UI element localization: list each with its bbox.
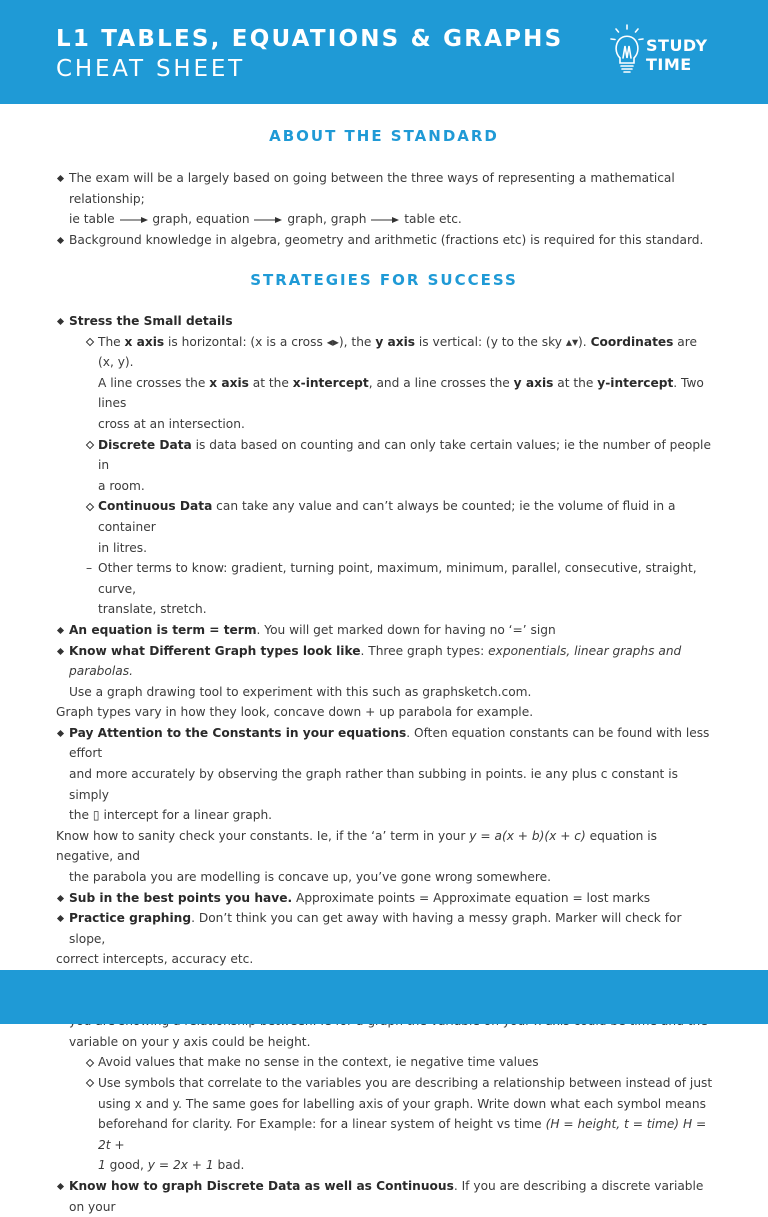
about-bullet-1-table: ie table	[69, 212, 115, 227]
about-section	[56, 168, 716, 250]
text: Approximate points = Approximate equation = lost marks	[292, 890, 651, 905]
strategies-section	[56, 311, 716, 1217]
list-item	[56, 908, 716, 949]
about-bullet-1-text: The exam will be a largely based on going between the three ways of representing a mathematical relationship;	[69, 171, 675, 206]
text: in litres.	[98, 540, 147, 555]
about-bullet-1-graph: graph, equation	[152, 212, 250, 227]
text: x axis	[124, 334, 165, 349]
logo-text-time: TIME	[646, 55, 692, 74]
list-item	[86, 496, 716, 558]
text: can take any value and can’t always be counted; ie the volume of fluid in a container	[98, 499, 676, 534]
text: y = 2x + 1	[147, 1158, 214, 1173]
list-item	[86, 435, 716, 497]
text: Coordinates	[590, 334, 674, 349]
list-item	[56, 620, 716, 641]
list-item	[84, 558, 716, 620]
text: y = a(x + b)(x + c)	[469, 828, 586, 843]
text: Know what Different Graph types look like	[69, 643, 361, 658]
list-item	[56, 723, 716, 826]
text: and more accurately by observing the graph rather than subbing in points. ie any plus c constant is simply	[69, 767, 678, 802]
text: bad.	[213, 1158, 245, 1173]
list-item	[86, 1073, 716, 1176]
text: is data based on counting and can only take certain values; ie the number of people in	[98, 437, 711, 473]
text: are (x, y).	[98, 334, 698, 370]
text: the ▯ intercept for a linear graph.	[69, 808, 273, 823]
right-arrow-icon	[253, 216, 283, 224]
list-item	[56, 867, 716, 888]
text: translate, stretch.	[98, 602, 207, 617]
footer-banner	[0, 970, 768, 1024]
about-section-title: ABOUT THE STANDARD	[269, 127, 499, 145]
text: y axis	[375, 334, 416, 349]
right-arrow-icon	[119, 216, 149, 224]
list-item	[56, 949, 716, 970]
text: An equation is term = term	[69, 622, 257, 637]
text: the parabola you are modelling is concave up, you’ve gone wrong somewhere.	[69, 870, 551, 885]
text: A line crosses the	[98, 375, 210, 390]
text: is vertical: (y to the sky ▴▾).	[415, 334, 591, 349]
about-bullet-2-text: Background knowledge in algebra, geometry and arithmetic (fractions etc) is required for this standard.	[69, 232, 704, 247]
list-item	[56, 230, 716, 251]
header-banner	[0, 0, 768, 104]
text: y-intercept	[597, 375, 674, 390]
text: Use a graph drawing tool to experiment with this such as graphsketch.com.	[69, 684, 532, 699]
text: . You will get marked down for having no ‘=’ sign	[256, 622, 556, 637]
text: . Two lines	[98, 375, 704, 411]
text: cross at an intersection.	[98, 416, 245, 431]
about-bullet-1-graph2: graph, graph	[287, 212, 367, 227]
text: is horizontal: (x is a cross ◂▸), the	[164, 334, 376, 349]
text: . Three graph types:	[360, 643, 489, 658]
text: , and a line crosses the	[368, 375, 514, 390]
list-item	[56, 826, 716, 867]
text: y axis	[513, 375, 554, 390]
list-item	[56, 888, 716, 909]
study-time-logo	[610, 24, 720, 76]
text: beforehand for clarity. For Example: for a linear system of height vs time	[98, 1117, 546, 1132]
text: Sub in the best points you have.	[69, 890, 293, 905]
logo-text-study: STUDY	[646, 36, 708, 55]
list-item	[56, 1176, 716, 1217]
page-subtitle: CHEAT SHEET	[56, 56, 246, 82]
text: correct intercepts, accuracy etc.	[56, 952, 254, 967]
text: . If you are describing a discrete variable on your	[69, 1178, 704, 1214]
text: at the	[553, 375, 598, 390]
text: Know how to sanity check your constants. Ie, if the ‘a’ term in your	[56, 828, 470, 843]
text: Practice graphing	[69, 911, 192, 926]
list-item	[56, 641, 716, 703]
text: Continuous Data	[98, 499, 213, 514]
list-item	[56, 702, 716, 723]
strategies-section-title: STRATEGIES FOR SUCCESS	[250, 271, 518, 289]
text: . Often equation constants can be found with less effort	[69, 725, 710, 761]
text: variable on your y axis could be height.	[69, 1034, 311, 1049]
text: Know how to graph Discrete Data as well as Continuous	[69, 1178, 454, 1193]
text: using x and y. The same goes for labelling axis of your graph. Write down what each symbol means	[98, 1096, 706, 1111]
strategy-heading: Stress the Small details	[69, 314, 233, 328]
text: The	[98, 334, 125, 349]
text: Other terms to know: gradient, turning point, maximum, minimum, parallel, consecutive, straight, curve,	[98, 561, 697, 596]
about-bullet-1-end: table etc.	[404, 212, 462, 227]
text: at the	[248, 375, 293, 390]
text: equation is negative, and	[56, 828, 658, 864]
text: Use symbols that correlate to the variables you are describing a relationship between instead of just	[98, 1075, 713, 1090]
list-item	[56, 311, 716, 332]
text: good,	[105, 1158, 148, 1173]
list-item	[86, 332, 716, 435]
text: . Don’t think you can get away with having a messy graph. Marker will check for slope,	[69, 911, 682, 946]
text: x axis	[209, 375, 249, 390]
page-title: L1 TABLES, EQUATIONS & GRAPHS	[56, 26, 564, 52]
text: x-intercept	[292, 375, 369, 390]
text: Discrete Data	[98, 437, 192, 452]
right-arrow-icon	[370, 216, 400, 224]
text: a room.	[98, 478, 145, 493]
text: exponentials, linear graphs and parabolas.	[69, 643, 682, 679]
text: (H = height, t = time) H = 2t +	[98, 1117, 707, 1152]
text: Pay Attention to the Constants in your equations	[69, 725, 407, 740]
text: Avoid values that make no sense in the context, ie negative time values	[98, 1055, 539, 1070]
lightbulb-icon	[610, 24, 644, 76]
list-item	[56, 168, 716, 230]
list-item	[86, 1052, 716, 1073]
text: Graph types vary in how they look, concave down + up parabola for example.	[56, 705, 534, 720]
text: 1	[98, 1158, 106, 1173]
